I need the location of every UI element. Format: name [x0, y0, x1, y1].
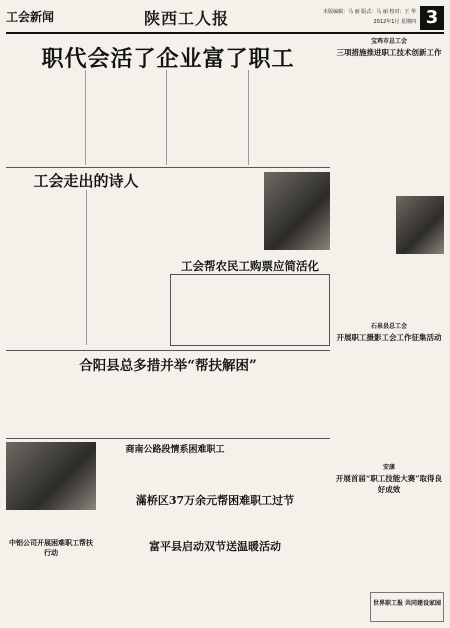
header-rule — [6, 32, 444, 34]
ticket-article-box — [170, 274, 330, 346]
lead-article-text — [6, 70, 330, 165]
page-number: 3 — [420, 6, 444, 30]
article-headline-ticket: 工会帮农民工购票应简活化 — [181, 259, 319, 273]
article-headline-zhongxin: 中铝公司开展困难职工帮扶行动 — [9, 538, 93, 557]
article-text-shangnan — [100, 456, 330, 490]
right-tag-shiquan: 石泉县总工会 — [370, 323, 407, 330]
right-text-shiquan — [334, 346, 444, 458]
masthead: 陕西工人报 — [144, 9, 230, 28]
article-text-poet-continued — [170, 170, 260, 250]
poet-photo — [264, 172, 330, 250]
section-rule — [6, 167, 330, 168]
right-text-ankang — [334, 498, 444, 578]
right-news-column — [334, 36, 444, 622]
photo-caption — [6, 512, 96, 534]
bottom-ad: 世界职工报 共同建设家园 — [370, 592, 444, 622]
column-rule — [166, 70, 167, 165]
section-rule — [6, 438, 330, 439]
right-tag-ankang: 安康 — [382, 464, 395, 471]
page-header — [6, 6, 444, 32]
editor-info: 本版编辑：马 丽 版式：马 丽 校对：王 华 — [323, 9, 416, 15]
lead-headline: 职代会活了企业富了职工 — [41, 46, 295, 72]
column-rule — [85, 70, 86, 165]
column-rule — [248, 70, 249, 165]
right-headline-shiquan: 开展职工摄影工会工作征集活动 — [336, 333, 442, 342]
article-headline-fuping: 富平县启动双节送温暖活动 — [149, 540, 281, 553]
right-text-baoji — [334, 61, 444, 193]
article-text-hefei — [6, 374, 330, 436]
article-text-fuping — [100, 556, 330, 622]
right-photo — [396, 196, 444, 254]
news-photo — [6, 442, 96, 510]
column-rule — [86, 190, 87, 345]
section-rule — [6, 350, 330, 351]
section-name: 工会新闻 — [6, 10, 55, 24]
article-headline-qianfa: 滿桥区37万余元帮困难职工过节 — [135, 494, 295, 507]
article-headline-poet: 工会走出的诗人 — [33, 172, 139, 190]
right-headline-baoji: 三项措施推进职工技术创新工作 — [336, 48, 442, 57]
right-text-extra — [334, 257, 444, 317]
right-tag-baoji: 宝鸡市总工会 — [370, 38, 407, 45]
date-line: 2012年1月 星期四 — [373, 19, 416, 25]
article-headline-hefei: 合阳县总多措并举“帮扶解困” — [79, 358, 257, 374]
article-headline-shangnan: 商南公路段情系困难职工 — [125, 445, 225, 455]
article-text-qianfa — [100, 508, 330, 534]
article-text-zhongxin — [6, 552, 96, 622]
article-text-ticket — [174, 278, 327, 344]
right-headline-ankang: 开展首届“职工技能大赛”取得良好成效 — [335, 474, 443, 494]
